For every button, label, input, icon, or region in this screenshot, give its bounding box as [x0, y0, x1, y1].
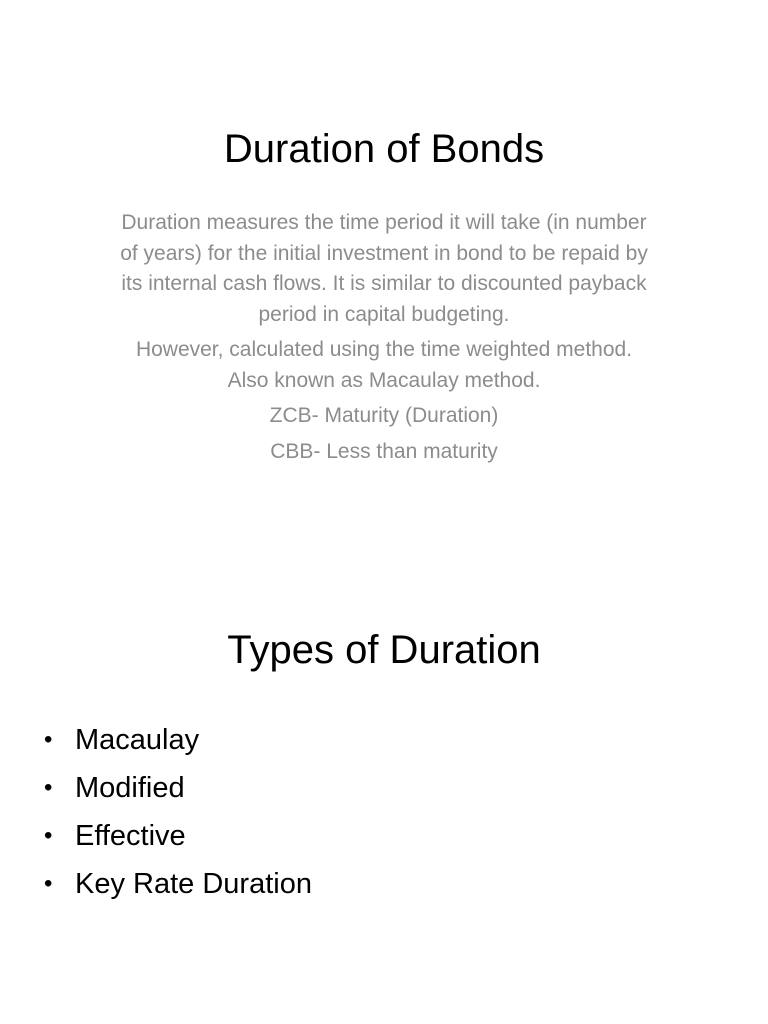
slide-body [118, 208, 650, 472]
slide-title: Types of Duration [227, 628, 541, 672]
paragraph-cbb: CBB- Less than maturity [270, 439, 498, 463]
bullet-icon: • [44, 774, 53, 801]
bullet-icon: • [44, 726, 53, 753]
paragraph-time-weighted: However, calculated using the time weighted method. Also known as Macaulay method. [135, 338, 633, 392]
list-item-label: Macaulay [75, 724, 200, 756]
paragraph-definition: Duration measures the time period it will take (in number of years) for the initial investment in bond to be repaid by its internal cash flows. It is similar to discounted payback period in capital budgeting. [120, 211, 648, 326]
list-item-label: Modified [75, 772, 185, 804]
bullet-icon: • [44, 822, 53, 849]
list-item-label: Effective [75, 820, 186, 852]
bullet-list [44, 716, 312, 908]
list-item [44, 716, 312, 764]
bullet-icon: • [44, 870, 53, 897]
list-item-label: Key Rate Duration [75, 868, 312, 900]
paragraph-zcb: ZCB- Maturity (Duration) [269, 404, 499, 427]
list-item [44, 860, 312, 908]
slide-title: Duration of Bonds [223, 127, 545, 171]
list-item [44, 812, 312, 860]
slide-types-of-duration [0, 512, 768, 1024]
list-item [44, 764, 312, 812]
